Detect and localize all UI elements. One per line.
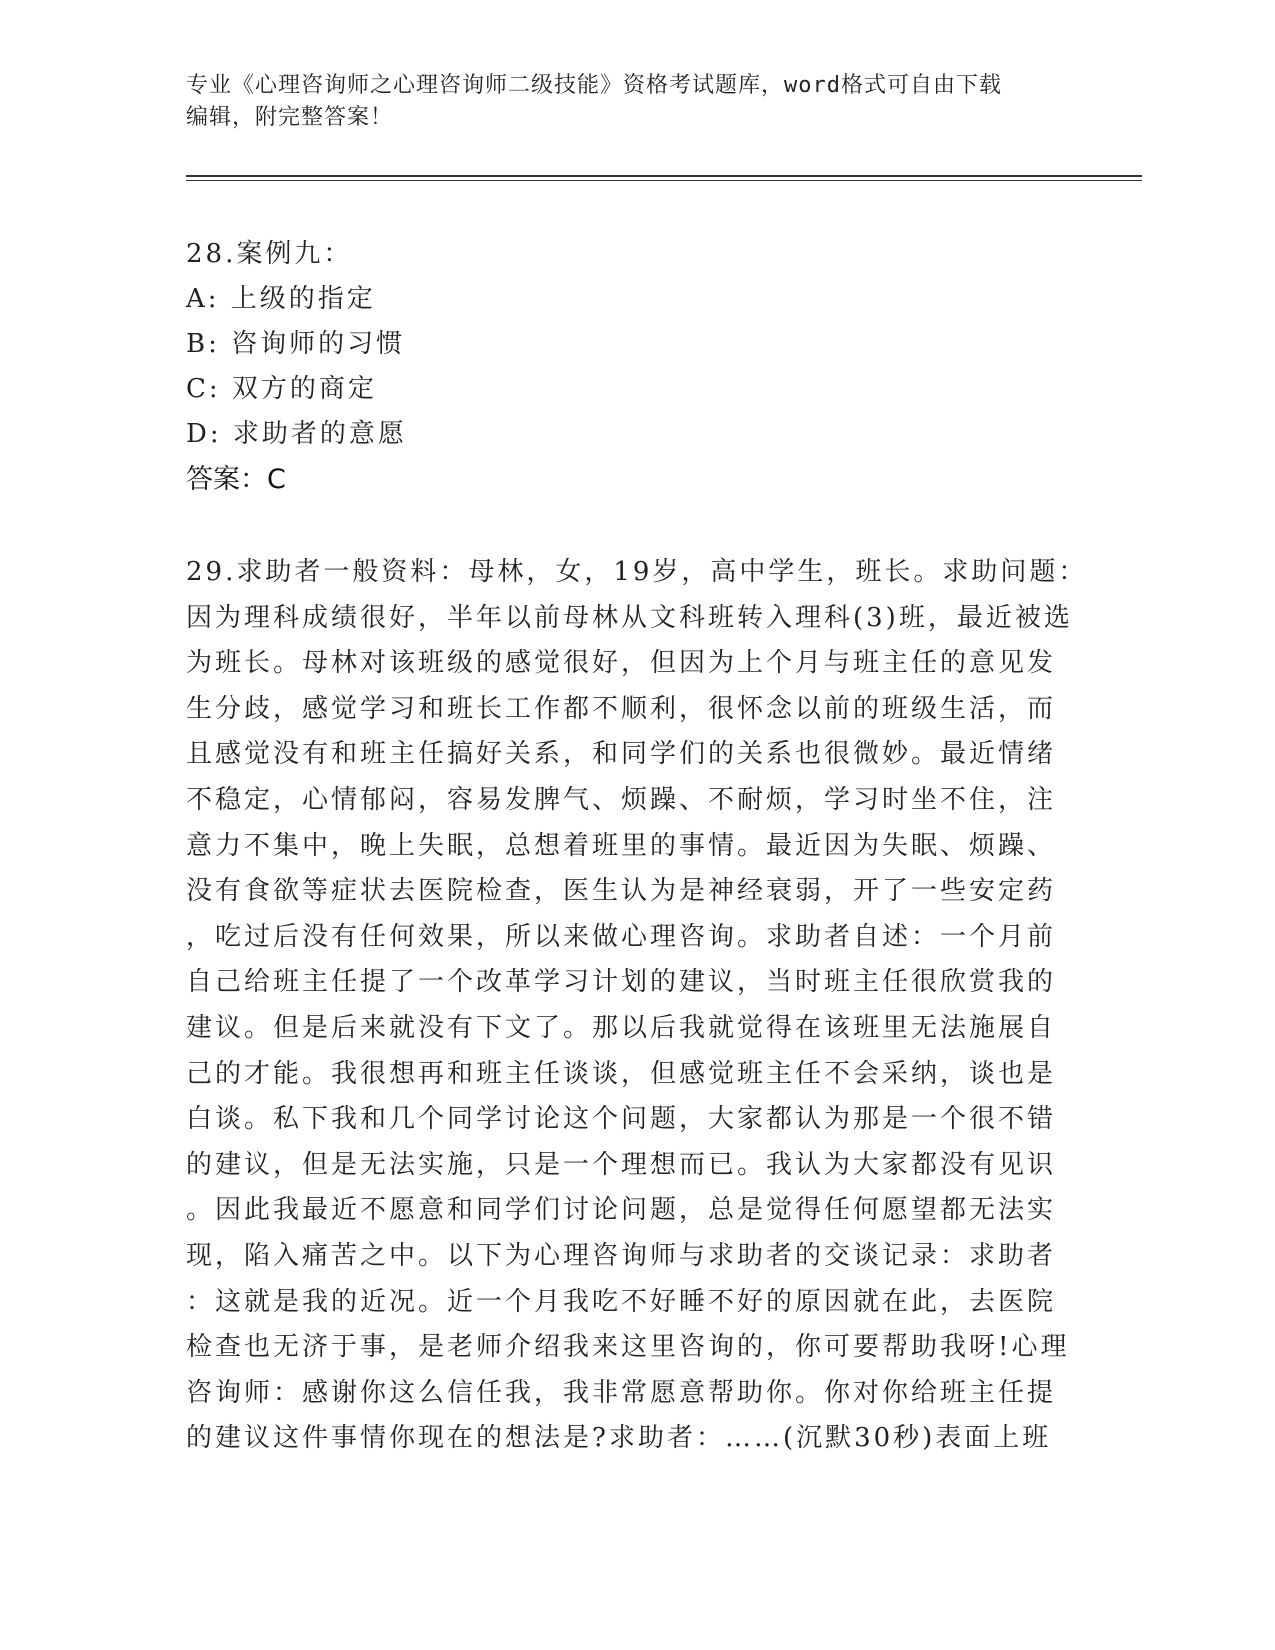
paragraph-line: 己的才能。我很想再和班主任谈谈，但感觉班主任不会采纳，谈也是 (186, 1058, 1057, 1089)
paragraph-line: 为班长。母林对该班级的感觉很好，但因为上个月与班主任的意见发 (186, 648, 1057, 679)
paragraph-line: 咨询师：感谢你这么信任我，我非常愿意帮助你。你对你给班主任提 (186, 1377, 1057, 1408)
paragraph-line: 不稳定，心情郁闷，容易发脾气、烦躁、不耐烦，学习时坐不住，注 (186, 784, 1057, 815)
paragraph-line: 建议。但是后来就没有下文了。那以后我就觉得在该班里无法施展自 (186, 1012, 1057, 1043)
option-a: A: 上级的指定 (186, 284, 376, 314)
paragraph-line: 自己给班主任提了一个改革学习计划的建议，当时班主任很欣赏我的 (186, 967, 1057, 998)
paragraph-line: 。因此我最近不愿意和同学们讨论问题，总是觉得任何愿望都无法实 (186, 1195, 1057, 1226)
paragraph-line: 且感觉没有和班主任搞好关系，和同学们的关系也很微妙。最近情绪 (186, 739, 1057, 770)
paragraph-line: 的建议，但是无法实施，只是一个理想而已。我认为大家都没有见识 (186, 1149, 1057, 1180)
header-rule-thin (186, 180, 1142, 181)
question-title: 28.案例九： (186, 239, 353, 269)
option-d: D: 求助者的意愿 (186, 419, 407, 449)
paragraph-line: 的建议这件事情你现在的想法是?求助者：……(沉默30秒)表面上班 (186, 1423, 1052, 1454)
paragraph-line: 生分歧，感觉学习和班长工作都不顺利，很怀念以前的班级生活，而 (186, 693, 1057, 724)
paragraph-line: 检查也无济于事，是老师介绍我来这里咨询的，你可要帮助我呀!心理 (186, 1332, 1070, 1363)
header-line-2: 编辑，附完整答案！ (186, 105, 394, 130)
paragraph-line: 白谈。私下我和几个同学讨论这个问题，大家都认为那是一个很不错 (186, 1104, 1057, 1135)
option-c: C: 双方的商定 (186, 374, 377, 404)
option-b: B: 咨询师的习惯 (186, 329, 406, 359)
answer-line: 答案：C (186, 464, 286, 495)
paragraph-line: ，吃过后没有任何效果，所以来做心理咨询。求助者自述：一个月前 (186, 921, 1057, 952)
paragraph-line: 没有食欲等症状去医院检查，医生认为是神经衰弱，开了一些安定药 (186, 876, 1057, 907)
paragraph-line: ：这就是我的近况。近一个月我吃不好睡不好的原因就在此，去医院 (186, 1286, 1057, 1317)
paragraph-line: 因为理科成绩很好，半年以前母林从文科班转入理科(3)班，最近被选 (186, 602, 1073, 633)
page-header (186, 70, 1066, 134)
paragraph-line: 意力不集中，晚上失眠，总想着班里的事情。最近因为失眠、烦躁、 (186, 830, 1057, 861)
page-content (186, 232, 1088, 1462)
header-rule-thick (186, 175, 1142, 177)
paragraph-line: 29.求助者一般资料：母林，女，19岁，高中学生，班长。求助问题： (186, 557, 1088, 587)
question-29 (186, 550, 1088, 1462)
header-line-1: 专业《心理咨询师之心理咨询师二级技能》资格考试题库，word格式可自由下载 (186, 73, 1002, 98)
question-28 (186, 232, 1066, 502)
paragraph-line: 现，陷入痛苦之中。以下为心理咨询师与求助者的交谈记录：求助者 (186, 1240, 1057, 1271)
